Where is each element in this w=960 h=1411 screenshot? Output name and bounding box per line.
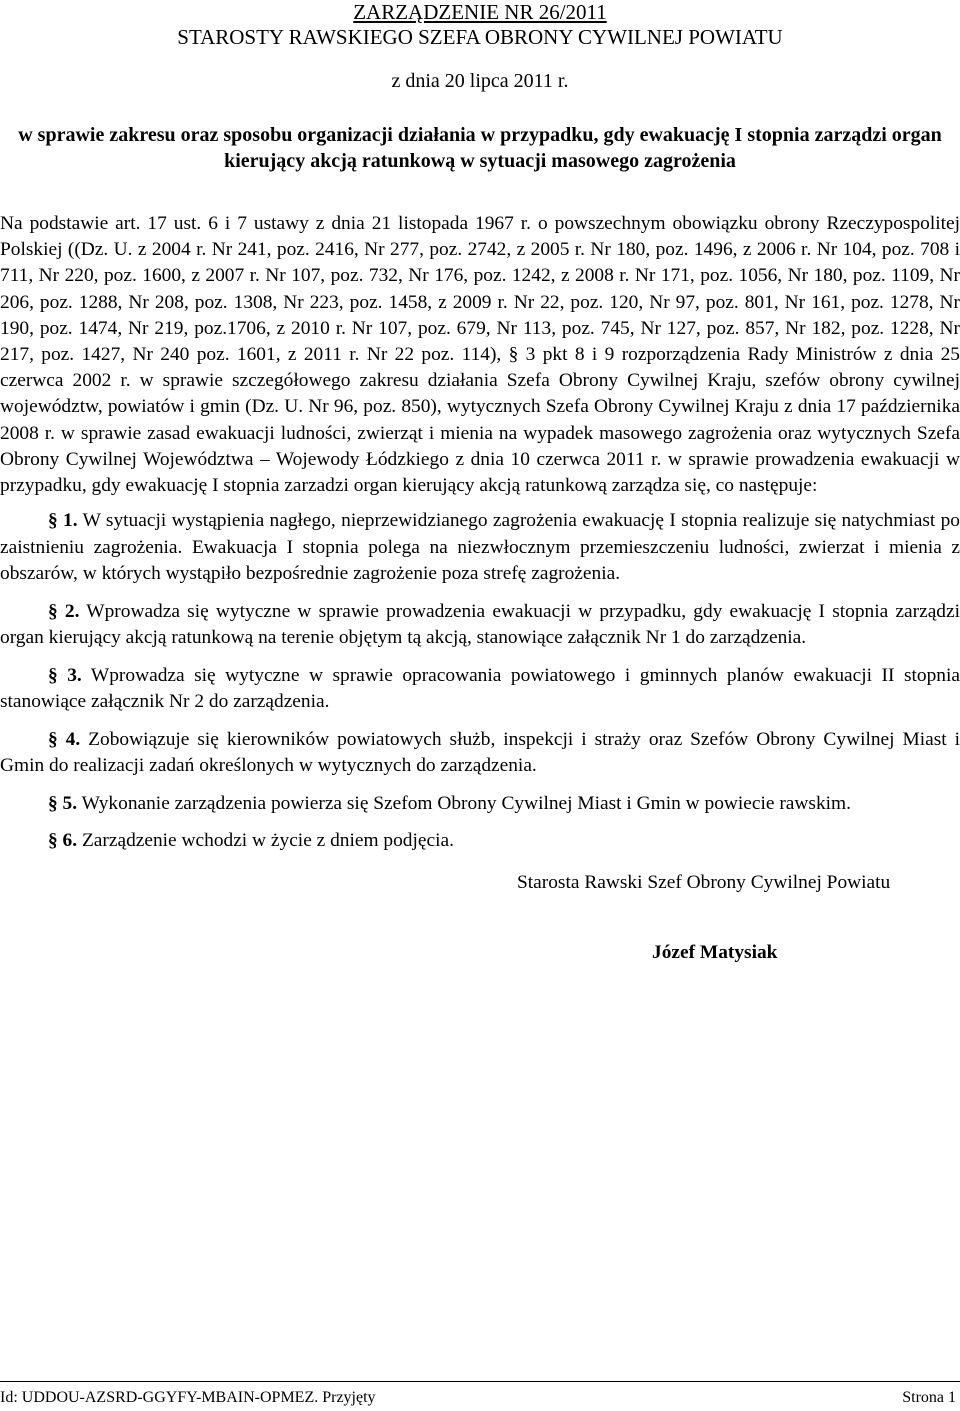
footer-divider [0, 1381, 960, 1382]
paragraph-4 [0, 727, 960, 780]
paragraph-text: Zobowiązuje się kierowników powiatowych służb, inspekcji i straży oraz Szefów Obrony Cywilnej Miast i Gmin do realizacji zadań określonych w wytycznych do zarządzenia. [0, 728, 960, 776]
paragraph-number: § 6. [48, 830, 78, 851]
paragraph-text: W sytuacji wystąpienia nagłego, nieprzewidzianego zagrożenia ewakuację I stopnia realizuje się natychmiast po zaistnieniu zagrożenia. Ewakuacja I stopnia polega na niezwłocznym przemieszczeniu ludności, zwierzat i mienia z obszarów, w których wystąpiło bezpośrednie zagrożenie poza strefę zagrożenia. [0, 510, 960, 584]
paragraph-2 [0, 599, 960, 652]
paragraph-6 [0, 828, 960, 855]
paragraph-number: § 2. [48, 600, 80, 622]
paragraph-text: Wykonanie zarządzenia powierza się Szefom Obrony Cywilnej Miast i Gmin w powiecie rawskim. [77, 792, 851, 814]
paragraph-list [0, 508, 960, 866]
paragraph-number: § 1. [48, 510, 78, 531]
footer-page-number: Strona 1 [902, 1389, 956, 1406]
paragraph-5 [0, 791, 960, 818]
document-date: z dnia 20 lipca 2011 r. [391, 70, 569, 92]
paragraph-1 [0, 508, 960, 588]
document-subject: w sprawie zakresu oraz sposobu organizacji działania w przypadku, gdy ewakuację I stopnia zarządzi organ kierujący akcją ratunkową w sytuacji masowego zagrożenia [18, 124, 942, 172]
signature-name: Józef Matysiak [652, 942, 778, 963]
paragraph-text: Zarządzenie wchodzi w życie z dniem podjęcia. [77, 830, 454, 851]
paragraph-number: § 3. [48, 664, 82, 686]
paragraph-text: Wprowadza się wytyczne w sprawie opracowania powiatowego i gminnych planów ewakuacji II stopnia stanowiące załącznik Nr 2 do zarządzenia. [0, 664, 960, 712]
paragraph-text: Wprowadza się wytyczne w sprawie prowadzenia ewakuacji w przypadku, gdy ewakuację I stopnia zarządzi organ kierujący akcją ratunkową na terenie objętym tą akcją, stanowiące załącznik Nr 1 do zarządzenia. [0, 600, 960, 648]
footer-document-id: Id: UDDOU-AZSRD-GGYFY-MBAIN-OPMEZ. Przyjęty [0, 1389, 376, 1406]
paragraph-number: § 5. [48, 792, 78, 814]
signature-role: Starosta Rawski Szef Obrony Cywilnej Powiatu [517, 872, 891, 893]
document-title: ZARZĄDZENIE NR 26/2011 [353, 0, 607, 24]
preamble: Na podstawie art. 17 ust. 6 i 7 ustawy z dnia 21 listopada 1967 r. o powszechnym obowiązku obrony Rzeczypospolitej Polskiej ((Dz. U. z 2004 r. Nr 241, poz. 2416, Nr 277, poz. 2742, z 2005 r. Nr 180, poz. 1496, z 2006 r. Nr 104, poz. 708 i 711, Nr 220, poz. 1600, z 2007 r. Nr 107, poz. 732, Nr 176, poz. 1242, z 2008 r. Nr 171, poz. 1056, Nr 180, poz. 1109, Nr 206, poz. 1288, Nr 208, poz. 1308, Nr 223, poz. 1458, z 2009 r. Nr 22, poz. 120, Nr 97, poz. 801, Nr 161, poz. 1278, Nr 190, poz. 1474, Nr 219, poz.1706, z 2010 r. Nr 107, poz. 679, Nr 113, poz. 745, Nr 127, poz. 857, Nr 182, poz. 1228, Nr 217, poz. 1427, Nr 240 poz. 1601, z 2011 r. Nr 22 poz. 114), § 3 pkt 8 i 9 rozporządzenia Rady Ministrów z dnia 25 czerwca 2002 r. w sprawie szczegółowego zakresu działania Szefa Obrony Cywilnej Kraju, szefów obrony cywilnej województw, powiatów i gmin (Dz. U. Nr 96, poz. 850), wytycznych Szefa Obrony Cywilnej Kraju z dnia 17 października 2008 r. w sprawie zasad ewakuacji ludności, zwierząt i mienia na wypadek masowego zagrożenia oraz wytycznych Szefa Obrony Cywilnej Województwa – Wojewody Łódzkiego z dnia 10 czerwca 2011 r. w sprawie prowadzenia ewakuacji w przypadku, gdy ewakuację I stopnia zarzadzi organ kierujący akcją ratunkową zarządza się, co następuje: [0, 213, 960, 497]
paragraph-3 [0, 663, 960, 716]
title-block [0, 0, 960, 50]
document-issuer: STAROSTY RAWSKIEGO SZEFA OBRONY CYWILNEJ POWIATU [177, 25, 783, 49]
paragraph-number: § 4. [48, 728, 81, 750]
